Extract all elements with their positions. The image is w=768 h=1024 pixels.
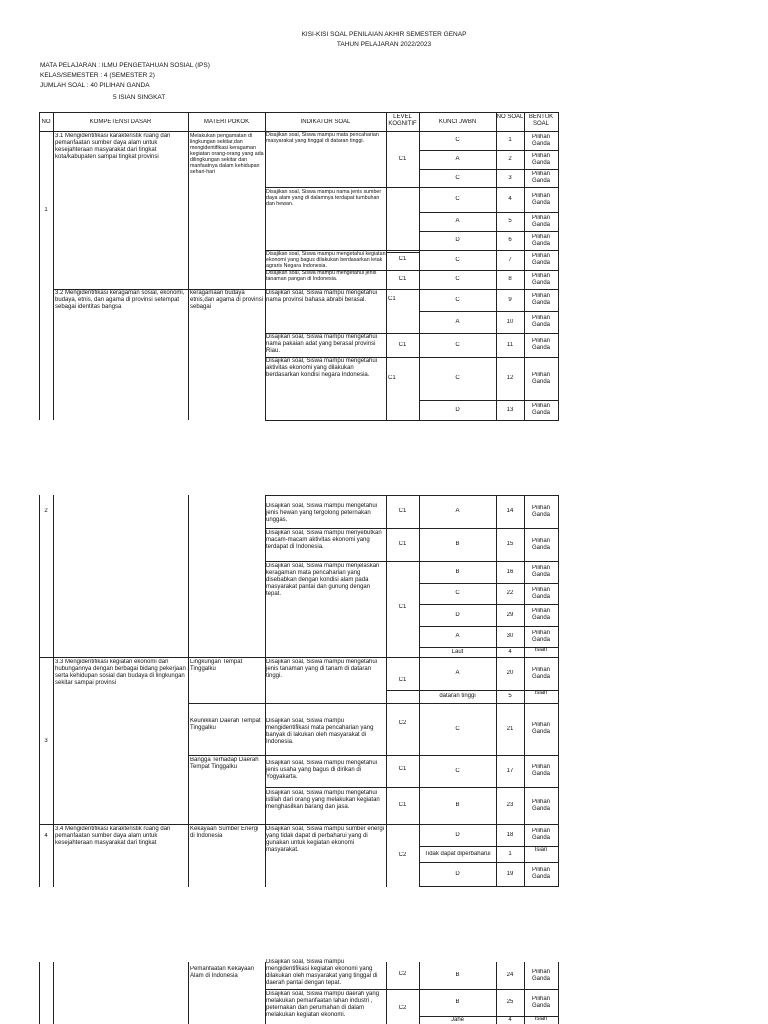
col-header-indikator: INDIKATOR SOAL [300,119,351,125]
row-no: 2 [44,508,48,514]
level-cell: C2 [398,720,407,726]
kunci-jawaban-cell: dataran tinggi [439,693,476,699]
indikator-cell: Disajikan soal, Siswa mampu mata pencaharian masyarakat yang tinggal di dataran tinggi. [266,132,379,144]
level-cell: C1 [398,604,407,610]
bentuk-soal-cell: Isian [534,690,548,696]
bentuk-soal-cell: Pilihan Ganda [531,798,550,812]
nomor-soal-cell: 25 [506,999,514,1005]
kunci-jawaban-cell: C [455,725,460,732]
indikator-cell: Disajikan soal, Siswa mampu mengetahui kegiatan ekonomi yang bagus dilakukan berdasarkan letak agraris Negara Indonesia. [266,251,386,269]
info-mapel: MATA PELAJARAN : ILMU PENGETAHUAN SOSIAL (IPS) [40,62,210,69]
nomor-soal-cell: 7 [508,256,512,263]
nomor-soal-cell: 14 [506,508,514,514]
row-no: 4 [44,833,48,839]
nomor-soal-cell: 4 [508,1016,512,1023]
materi-pokok-cell: keragamaan budaya etnis,dan agama di provinsi sebagai [190,290,264,310]
bentuk-soal-cell: Pilihan Ganda [531,133,550,147]
materi-pokok-cell: Melakukan pengamatan di lingkungan sekitar,dan mengidentifikasi keragaman kegiatan orang-orang yang ada dilingkungan sekitar dan manfaatnya dalam kehidupan sehari-hari [190,133,264,175]
level-cell: C1 [398,256,407,262]
bentuk-soal-cell: Pilihan Ganda [531,233,550,247]
col-header-kd: KOMPETENSI DASAR [89,119,152,125]
kunci-jawaban-cell: C [455,590,460,596]
row-no: 1 [44,207,48,213]
bentuk-soal-cell: Pilihan Ganda [531,315,550,328]
col-header-kunci: KUNCI JWBN [438,119,477,125]
col-header-level: LEVEL KOGNITIF [388,114,417,127]
bentuk-soal-cell: Pilihan Ganda [531,504,550,518]
indikator-cell: Disajikan soal, Siswa mampu mengetahui nama provinsi bahasa abrabi berasal. [266,290,378,303]
level-cell: C1 [398,156,407,162]
kunci-jawaban-cell: C [455,375,460,381]
nomor-soal-cell: 22 [506,590,514,596]
col-header-materi: MATERI POKOK [203,119,250,125]
bentuk-soal-cell: Pilihan Ganda [531,586,550,600]
bentuk-soal-cell: Pilihan Ganda [531,371,550,385]
level-cell: C1 [398,802,407,808]
col-header-bentuk: BENTUK SOAL [528,114,554,127]
bentuk-soal-cell: Pilihan Ganda [531,253,550,266]
info-kelas: KELAS/SEMESTER : 4 (SEMESTER 2) [40,72,155,79]
indikator-cell: Disajikan soal, Siswa mampu mengidentifikasi mata pencaharian yang banyak di lakukan oleh masyarakat di Indonesia. [266,718,374,745]
indikator-cell: Disajikan soal, Siswa mampu mengetahui jenis hewan yang tergolong peternakan unggas. [266,503,378,523]
level-cell: C1 [398,766,407,772]
kompetensi-dasar-cell: 3.3 Mengidentifikasi kegiatan ekonomi dan hubungannya dengan berbagai bidang pekerjaan serta kehidupan sosial dan budaya di lingkungan sekitar sampai provinsi [55,659,186,686]
bentuk-soal-cell: Pilihan Ganda [531,293,550,306]
nomor-soal-cell: 6 [508,237,512,243]
kunci-jawaban-cell: C [455,276,460,282]
materi-pokok-cell: Kekayaan Sumber Energi di Indonesia [190,826,259,839]
bentuk-soal-cell: Pilihan Ganda [531,565,550,578]
bentuk-soal-cell: Isian [534,1016,548,1022]
bentuk-soal-cell: Pilihan Ganda [531,666,550,680]
nomor-soal-cell: 13 [506,406,514,413]
nomor-soal-cell: 23 [506,802,514,808]
nomor-soal-cell: 2 [508,156,512,162]
nomor-soal-cell: 30 [506,633,514,639]
bentuk-soal-cell: Pilihan Ganda [531,338,550,351]
nomor-soal-cell: 9 [508,296,512,303]
kunci-jawaban-cell: B [455,541,460,547]
info-jumlah: JUMLAH SOAL : 40 PILIHAN GANDA [40,82,150,89]
kunci-jawaban-cell: C [455,256,460,263]
bentuk-soal-cell: Pilihan Ganda [531,629,550,643]
nomor-soal-cell: 5 [508,218,512,224]
bentuk-soal-cell: Pilihan Ganda [531,192,550,206]
doc-subtitle: TAHUN PELAJARAN 2022/2023 [336,41,432,48]
kunci-jawaban-cell: C [455,174,460,181]
materi-pokok-cell: Lingkungan Tempat Tinggalku [190,659,243,672]
kunci-jawaban-cell: C [455,137,460,143]
kompetensi-dasar-cell: 3.2 Mengidentifikasi keragaman sosial, ekonomi, budaya, etnis, dan agama di provinsi setempat sebagai identitas bangsa [55,290,185,310]
bentuk-soal-cell: Pilihan Ganda [531,968,550,982]
kunci-jawaban-cell: C [455,196,460,202]
nomor-soal-cell: 24 [506,972,514,978]
kunci-jawaban-cell: D [455,831,460,838]
indikator-cell: Disajikan soal, Siswa mampu mengetahui jenis tanaman yang di tanam di dataran tinggi. [266,659,378,679]
kompetensi-dasar-cell: 3.4 Mengidentifikasi karakteristik ruang dan pemanfaatan sumber daya alam untuk kesejahteraan masyarakat dari tingkat [55,826,171,846]
kunci-jawaban-cell: C [455,296,460,303]
bentuk-soal-cell: Pilihan Ganda [531,608,550,621]
nomor-soal-cell: 5 [508,693,512,699]
nomor-soal-cell: 20 [506,670,514,676]
kunci-jawaban-cell: A [455,508,460,514]
kunci-jawaban-cell: Laut [451,648,464,655]
col-header-no: NO [41,119,51,125]
nomor-soal-cell: 19 [506,870,514,877]
materi-pokok-cell: Pemanfaatan Kekayaan Alam di Indonesia [190,966,255,979]
nomor-soal-cell: 29 [506,611,514,618]
bentuk-soal-cell: Pilihan Ganda [531,403,550,416]
kunci-jawaban-cell: Jahe [450,1016,464,1023]
indikator-cell: Disajikan soal, Siswa mampu mengetahui nama pakaian adat yang berasal provinsi Riau. [266,334,378,354]
materi-pokok-cell: Bangga Terhadap Daerah Tempat Tinggalku [190,757,259,770]
kunci-jawaban-cell: Tidak dapat diperbaharui [424,850,491,857]
bentuk-soal-cell: Pilihan Ganda [531,828,550,841]
kunci-jawaban-cell: D [455,406,460,413]
level-cell: C1 [398,541,407,547]
bentuk-soal-cell: Pilihan Ganda [531,152,550,166]
indikator-cell: Disajikan soal, Siswa mampu mengetahui jenis usaha yang bagus di dirikan di Yogyakarta. [266,760,378,780]
kunci-jawaban-cell: A [455,670,460,676]
indikator-cell: Disajikan soal, Siswa mampu menyebutkan macam-macam aktivitas ekonomi yang terdapat di Indonesia. [266,530,382,550]
kunci-jawaban-cell: A [455,156,460,162]
level-cell: C1 [398,677,407,683]
bentuk-soal-cell: Isian [534,847,548,853]
bentuk-soal-cell: Pilihan Ganda [531,867,550,880]
bentuk-soal-cell: Pilihan Ganda [531,214,550,228]
nomor-soal-cell: 4 [508,648,512,655]
kunci-jawaban-cell: D [455,611,460,618]
bentuk-soal-cell: Pilihan Ganda [531,272,550,286]
kunci-jawaban-cell: B [455,568,460,575]
row-no: 3 [44,738,48,744]
kunci-jawaban-cell: A [455,218,460,224]
nomor-soal-cell: 1 [508,137,512,143]
bentuk-soal-cell: Pilihan Ganda [531,764,550,777]
indikator-cell: Disajikan soal, Siswa mampu mengetahui aktivitas ekonomi yang dilakukan berdasarkan kondisi negara Indonesia. [266,358,378,378]
nomor-soal-cell: 18 [506,831,514,838]
level-cell: C2 [398,852,407,858]
indikator-cell: Disajikan soal, Siswa mampu sumber energi yang tidak dapat di perbaharui yang di gunakan untuk kegiatan ekonomi masyarakat. [266,826,385,853]
nomor-soal-cell: 1 [508,850,512,857]
kunci-jawaban-cell: D [455,237,460,243]
level-cell: C1 [388,375,396,381]
nomor-soal-cell: 8 [508,276,512,282]
kunci-jawaban-cell: D [455,870,460,877]
kunci-jawaban-cell: C [455,767,460,774]
indikator-cell: Disajikan soal, Siswa mampu nama jenis sumber daya alam yang di dalamnya terdapat tumbuhan dan hewan. [266,189,382,207]
nomor-soal-cell: 17 [506,767,514,774]
nomor-soal-cell: 10 [506,318,514,325]
level-cell: C2 [398,1005,407,1011]
bentuk-soal-cell: Isian [534,647,548,653]
kunci-jawaban-cell: A [455,633,460,639]
level-cell: C1 [398,342,407,348]
nomor-soal-cell: 21 [506,725,514,732]
bentuk-soal-cell: Pilihan Ganda [531,537,550,551]
indikator-cell: Disajikan soal, Siswa mampu mengidentifikasi kegiatan ekonomi yang dilakukan oleh masyarakat yang tinggal di daerah pantai dengan tepat. [266,959,378,986]
nomor-soal-cell: 3 [508,174,512,181]
level-cell: C1 [398,508,407,514]
indikator-cell: Disajikan soal, Siswa mampu mengetahui jenis tanaman pangan di Indonesia. [266,270,377,282]
kunci-jawaban-cell: B [455,802,460,808]
kunci-jawaban-cell: B [455,972,460,978]
level-cell: C1 [398,276,407,282]
bentuk-soal-cell: Pilihan Ganda [531,995,550,1009]
indikator-cell: Disajikan soal, Siswa mampu daerah yang melakukan pemanfaatan lahan industri , peternakan dan perumahan di dalam melakukan kegiatan ekonomi. [266,991,380,1018]
doc-title: KISI-KISI SOAL PENILAIAN AKHIR SEMESTER GENAP [301,31,467,38]
nomor-soal-cell: 12 [506,375,514,381]
nomor-soal-cell: 15 [506,541,514,547]
bentuk-soal-cell: Pilihan Ganda [531,171,550,184]
nomor-soal-cell: 16 [506,568,514,575]
level-cell: C1 [388,296,396,302]
bentuk-soal-cell: Pilihan Ganda [531,722,550,735]
kompetensi-dasar-cell: 3.1 Mengidentifikasi karakteristik ruang dan pemanfaatan sumber daya alam untuk kesejahteraan masyarakat dari tingkat kota/kabupaten sampai tingkat provinsi [55,133,171,160]
level-cell: C2 [398,971,407,977]
kunci-jawaban-cell: A [455,318,460,325]
info-isian: 5 ISIAN SINGKAT [113,94,166,101]
indikator-cell: Disajikan soal, Siswa mampu mengetahui istilah dari orang yang melakukan kegiatan menghasilkan barang dan jasa. [266,790,380,810]
materi-pokok-cell: Keunikkan Daerah Tempat Tinggalku [190,718,261,731]
kunci-jawaban-cell: C [455,341,460,348]
indikator-cell: Disajikan soal, Siswa mampu menjelaskan keragaman mata pencaharian yang disebabkan dengan kondisi alam pada masyarakat pantai dan gunung dengan tepat. [266,563,380,597]
nomor-soal-cell: 11 [506,341,514,348]
kunci-jawaban-cell: B [455,999,460,1005]
col-header-nosoal: NO SOAL [496,114,524,120]
nomor-soal-cell: 4 [508,196,512,202]
